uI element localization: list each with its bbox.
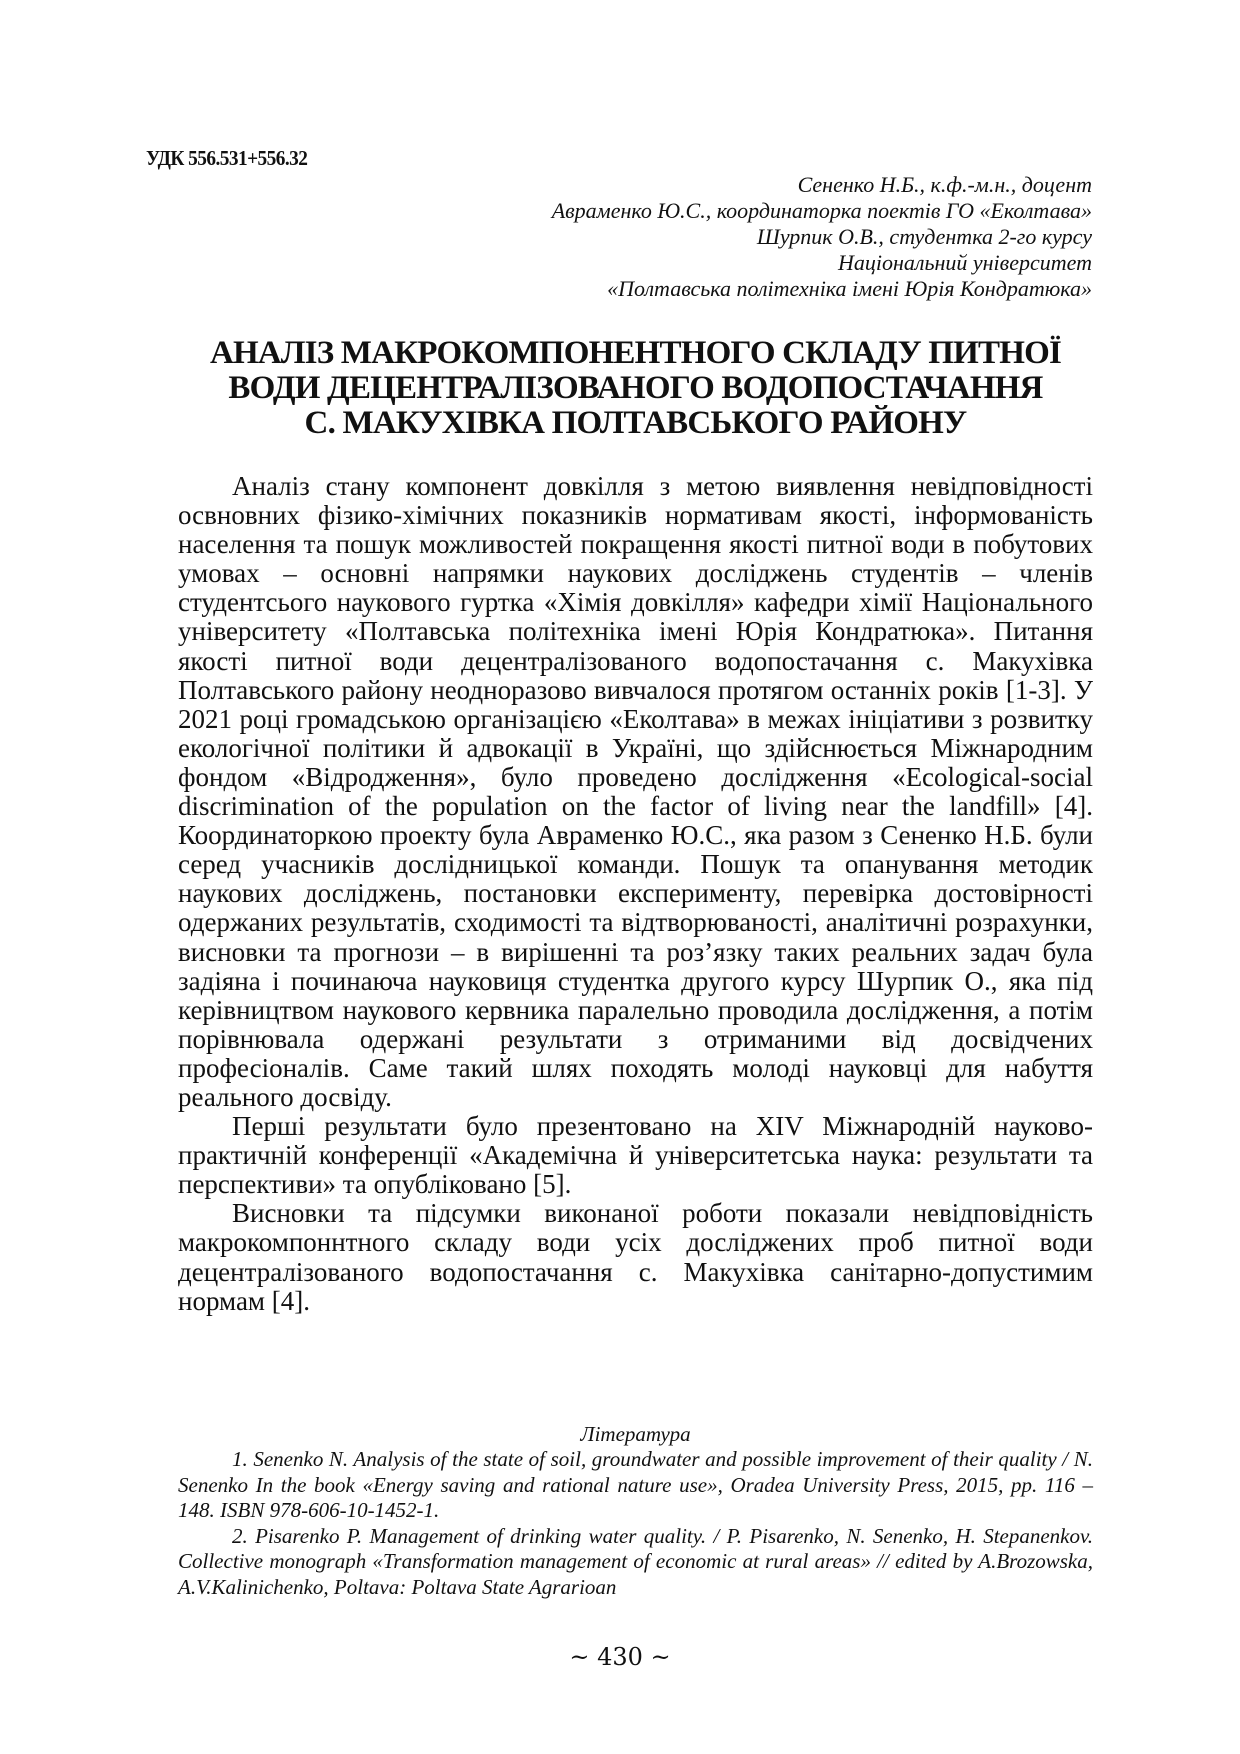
author-line: Сененко Н.Б., к.ф.-м.н., доцент (797, 172, 1092, 197)
affiliation-line: Національний університет (837, 250, 1092, 275)
page-number: ~ 430 ~ (569, 1643, 671, 1671)
body-paragraph: Аналіз стану компонент довкілля з метою виявлення невідповідності освновних фізико-хімічних показників нормативам якості, інформованість населення та пошук можливостей покращення якості питної води в побутових умовах – основні напрямки наукових досліджень студентів – членів студентсього наукового гуртка «Хімія довкілля» кафедри хімії Національного університету «Полтавська політехніка імені Юрія Кондратюка». Питання якості питної води децентралізованого водопостачання с. Макухівка Полтавського району неодноразово вивчалося протягом останніх років [1-3]. У 2021 році громадською організацією «Еколтава» в межах ініціативи з розвитку екологічної політики й адвокації в Україні, що здійснюється Міжнародним фондом «Відродження», було проведено дослідження «Ecological-social discrimination of the population on the factor of living near the landfill» [4]. Координаторкою проекту була Авраменко Ю.С., яка разом з Сененко Н.Б. були серед учасників дослідницької команди. Пошук та опанування методик наукових досліджень, постановки експерименту, перевірка достовірності одержаних результатів, сходимості та відтворюваності, аналітичні розрахунки, висновки та прогнози – в вирішенні та роз’язку таких реальних задач була задіяна і починаюча науковиця студентка другого курсу Шурпик О., яка під керівництвом наукового кервника паралельно проводила дослідження, а потім порівнювала одержані результати з отриманими від досвідчених професіоналів. Саме такий шлях походять молоді науковці для набуття реального досвіду. (178, 471, 1093, 1112)
author-line: Шурпик О.В., студентка 2-го курсу (756, 224, 1092, 249)
author-line: Авраменко Ю.С., координаторка поектів ГО «Еколтава» (551, 198, 1092, 223)
body-paragraph: Перші результати було презентовано на XIV Міжнародній науково-практичній конференції «Академічна й університетська наука: результати та перспективи» та опубліковано [5]. (178, 1111, 1093, 1200)
title-line: АНАЛІЗ МАКРОКОМПОНЕНТНОГО СКЛАДУ ПИТНОЇ (209, 335, 1062, 371)
paper-title (178, 336, 1093, 441)
author-block (192, 172, 1092, 302)
title-line: ВОДИ ДЕЦЕНТРАЛІЗОВАНОГО ВОДОПОСТАЧАННЯ (228, 370, 1043, 406)
reference-item: 2. Pisarenko P. Management of drinking water quality. / P. Pisarenko, N. Senenko, H. Stepanenkov. Collective monograph «Transformation management of economic at rural areas» // edited by A.Brozowska, A.V.Kalinichenko, Poltava: Poltava State Agrarioan (178, 1523, 1093, 1599)
body-text (178, 472, 1093, 1316)
affiliation-line: «Полтавська політехніка імені Юрія Кондратюка» (607, 276, 1092, 301)
udk-code: УДК 556.531+556.32 (146, 146, 308, 170)
title-line: С. МАКУХІВКА ПОЛТАВСЬКОГО РАЙОНУ (304, 405, 967, 441)
references-list (178, 1447, 1093, 1600)
references-heading: Література (580, 1422, 691, 1446)
reference-item: 1. Senenko N. Analysis of the state of soil, groundwater and possible improvement of their quality / N. Senenko In the book «Energy saving and rational nature use», Oradea University Press, 2015, pp. 116 – 148. ISBN 978-606-10-1452-1. (178, 1447, 1093, 1522)
body-paragraph: Висновки та підсумки виконаної роботи показали невідповідність макрокомпоннтного складу води усіх досліджених проб питної води децентралізованого водопостачання с. Макухівка санітарно-допустимим нормам [4]. (178, 1198, 1093, 1316)
